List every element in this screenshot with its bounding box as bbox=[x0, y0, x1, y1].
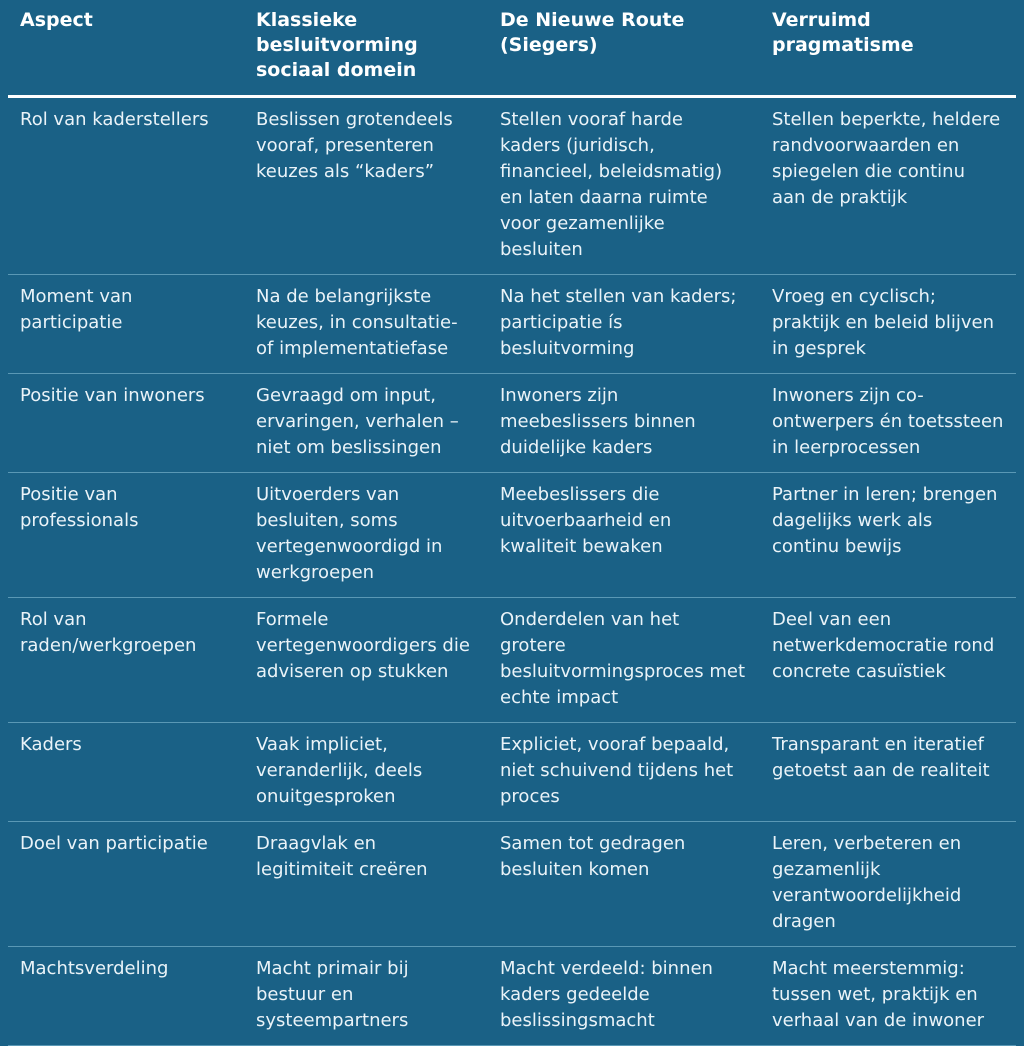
cell-klassiek: Beslissen grotendeels vooraf, presenteren keuzes als “kaders” bbox=[244, 97, 488, 275]
cell-aspect: Moment van participatie bbox=[8, 275, 244, 374]
cell-aspect: Positie van professionals bbox=[8, 473, 244, 598]
cell-aspect: Positie van inwoners bbox=[8, 374, 244, 473]
table-row bbox=[8, 723, 1016, 822]
cell-nieuwe-route: Stellen vooraf harde kaders (juridisch, financieel, beleidsmatig) en laten daarna ruimte voor gezamenlijke besluiten bbox=[488, 97, 760, 275]
table-row bbox=[8, 97, 1016, 275]
cell-nieuwe-route: Onderdelen van het grotere besluitvormingsproces met echte impact bbox=[488, 598, 760, 723]
table-row bbox=[8, 473, 1016, 598]
table-header bbox=[8, 0, 1016, 97]
cell-nieuwe-route: Expliciet, vooraf bepaald, niet schuivend tijdens het proces bbox=[488, 723, 760, 822]
cell-klassiek: Na de belangrijkste keuzes, in consultatie- of implementatiefase bbox=[244, 275, 488, 374]
cell-nieuwe-route: Na het stellen van kaders; participatie ís besluitvorming bbox=[488, 275, 760, 374]
cell-verruimd: Transparant en iteratief getoetst aan de realiteit bbox=[760, 723, 1016, 822]
table-row bbox=[8, 598, 1016, 723]
cell-verruimd: Leren, verbeteren en gezamenlijk verantwoordelijkheid dragen bbox=[760, 822, 1016, 947]
cell-aspect: Rol van raden/werkgroepen bbox=[8, 598, 244, 723]
cell-verruimd: Deel van een netwerkdemocratie rond concrete casuïstiek bbox=[760, 598, 1016, 723]
cell-verruimd: Macht meerstemmig: tussen wet, praktijk en verhaal van de inwoner bbox=[760, 947, 1016, 1046]
cell-klassiek: Formele vertegenwoordigers die adviseren op stukken bbox=[244, 598, 488, 723]
cell-klassiek: Macht primair bij bestuur en systeempartners bbox=[244, 947, 488, 1046]
cell-aspect: Rol van kaderstellers bbox=[8, 97, 244, 275]
cell-nieuwe-route: Samen tot gedragen besluiten komen bbox=[488, 822, 760, 947]
cell-aspect: Kaders bbox=[8, 723, 244, 822]
comparison-table bbox=[8, 0, 1016, 1046]
table-row bbox=[8, 822, 1016, 947]
table-row bbox=[8, 275, 1016, 374]
table-body bbox=[8, 97, 1016, 1046]
cell-aspect: Machtsverdeling bbox=[8, 947, 244, 1046]
cell-klassiek: Gevraagd om input, ervaringen, verhalen – niet om beslissingen bbox=[244, 374, 488, 473]
cell-klassiek: Vaak impliciet, veranderlijk, deels onuitgesproken bbox=[244, 723, 488, 822]
cell-verruimd: Vroeg en cyclisch; praktijk en beleid blijven in gesprek bbox=[760, 275, 1016, 374]
column-header-klassieke-besluitvorming: Klassieke besluitvorming sociaal domein bbox=[244, 0, 488, 97]
column-header-nieuwe-route: De Nieuwe Route (Siegers) bbox=[488, 0, 760, 97]
cell-nieuwe-route: Meebeslissers die uitvoerbaarheid en kwaliteit bewaken bbox=[488, 473, 760, 598]
cell-verruimd: Stellen beperkte, heldere randvoorwaarden en spiegelen die continu aan de praktijk bbox=[760, 97, 1016, 275]
cell-verruimd: Partner in leren; brengen dagelijks werk als continu bewijs bbox=[760, 473, 1016, 598]
table-row bbox=[8, 947, 1016, 1046]
cell-verruimd: Inwoners zijn co-ontwerpers én toetssteen in leerprocessen bbox=[760, 374, 1016, 473]
table-header-row bbox=[8, 0, 1016, 97]
cell-klassiek: Uitvoerders van besluiten, soms vertegenwoordigd in werkgroepen bbox=[244, 473, 488, 598]
column-header-aspect: Aspect bbox=[8, 0, 244, 97]
cell-nieuwe-route: Inwoners zijn meebeslissers binnen duidelijke kaders bbox=[488, 374, 760, 473]
cell-aspect: Doel van participatie bbox=[8, 822, 244, 947]
column-header-verruimd-pragmatisme: Verruimd pragmatisme bbox=[760, 0, 1016, 97]
cell-klassiek: Draagvlak en legitimiteit creëren bbox=[244, 822, 488, 947]
cell-nieuwe-route: Macht verdeeld: binnen kaders gedeelde beslissingsmacht bbox=[488, 947, 760, 1046]
table-row bbox=[8, 374, 1016, 473]
